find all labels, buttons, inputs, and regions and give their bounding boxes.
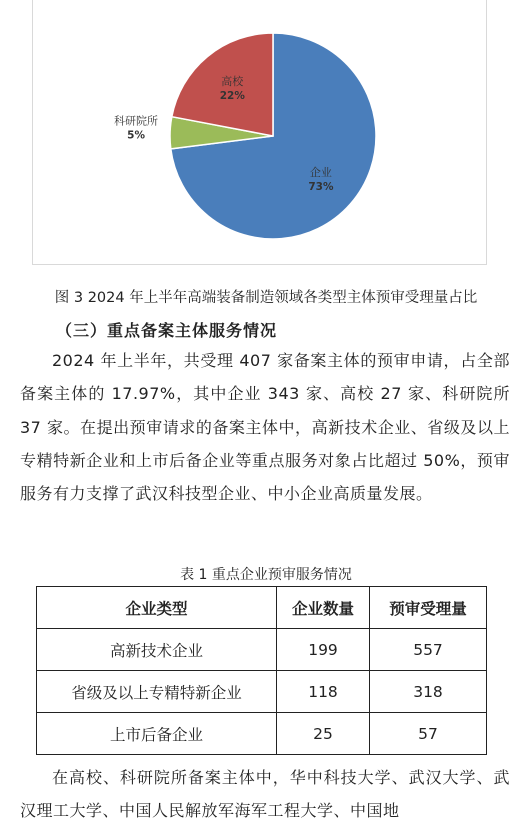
table-caption: 表 1 重点企业预审服务情况 <box>180 567 352 583</box>
tail-paragraph: 在高校、科研院所备案主体中，华中科技大学、武汉大学、武汉理工大学、中国人民解放军海军工程大学、中国地 <box>20 768 510 821</box>
pie-pct-label-1: 5% <box>127 129 145 142</box>
pie-svg <box>33 0 488 265</box>
pie-chart <box>32 0 487 265</box>
table-header-type: 企业类型 <box>37 587 277 629</box>
table-cell: 上市后备企业 <box>37 713 277 755</box>
table-cell: 118 <box>277 671 370 713</box>
table-row <box>37 713 487 755</box>
service-table <box>36 586 487 755</box>
table-row <box>37 671 487 713</box>
table-header-count: 企业数量 <box>277 587 370 629</box>
pie-pct-label-2: 22% <box>219 89 245 102</box>
pie-pct-label-0: 73% <box>308 181 334 194</box>
pie-label-1: 科研院所 <box>114 114 159 128</box>
pie-label-2: 高校 <box>221 74 244 88</box>
table-header-volume: 预审受理量 <box>370 587 487 629</box>
table-cell: 省级及以上专精特新企业 <box>37 671 277 713</box>
section-heading: （三）重点备案主体服务情况 <box>56 321 278 340</box>
table-cell: 57 <box>370 713 487 755</box>
table-header-row <box>37 587 487 629</box>
table-cell: 557 <box>370 629 487 671</box>
body-paragraph: 2024 年上半年，共受理 407 家备案主体的预审申请，占全部备案主体的 17.97%，其中企业 343 家、高校 27 家、科研院所 37 家。在提出预审请求的备案主体中，高新技术企业、省级及以上专精特新企业和上市后备企业等重点服务对象占比超过 50%，预审服务有力支撑了武汉科技型企业、中小企业高质量发展。 <box>20 351 510 504</box>
figure-caption: 图 3 2024 年上半年高端装备制造领域各类型主体预审受理量占比 <box>54 290 478 306</box>
table-cell: 318 <box>370 671 487 713</box>
pie-label-0: 企业 <box>309 166 332 180</box>
table-cell: 25 <box>277 713 370 755</box>
table-cell: 高新技术企业 <box>37 629 277 671</box>
table-cell: 199 <box>277 629 370 671</box>
table-row <box>37 629 487 671</box>
